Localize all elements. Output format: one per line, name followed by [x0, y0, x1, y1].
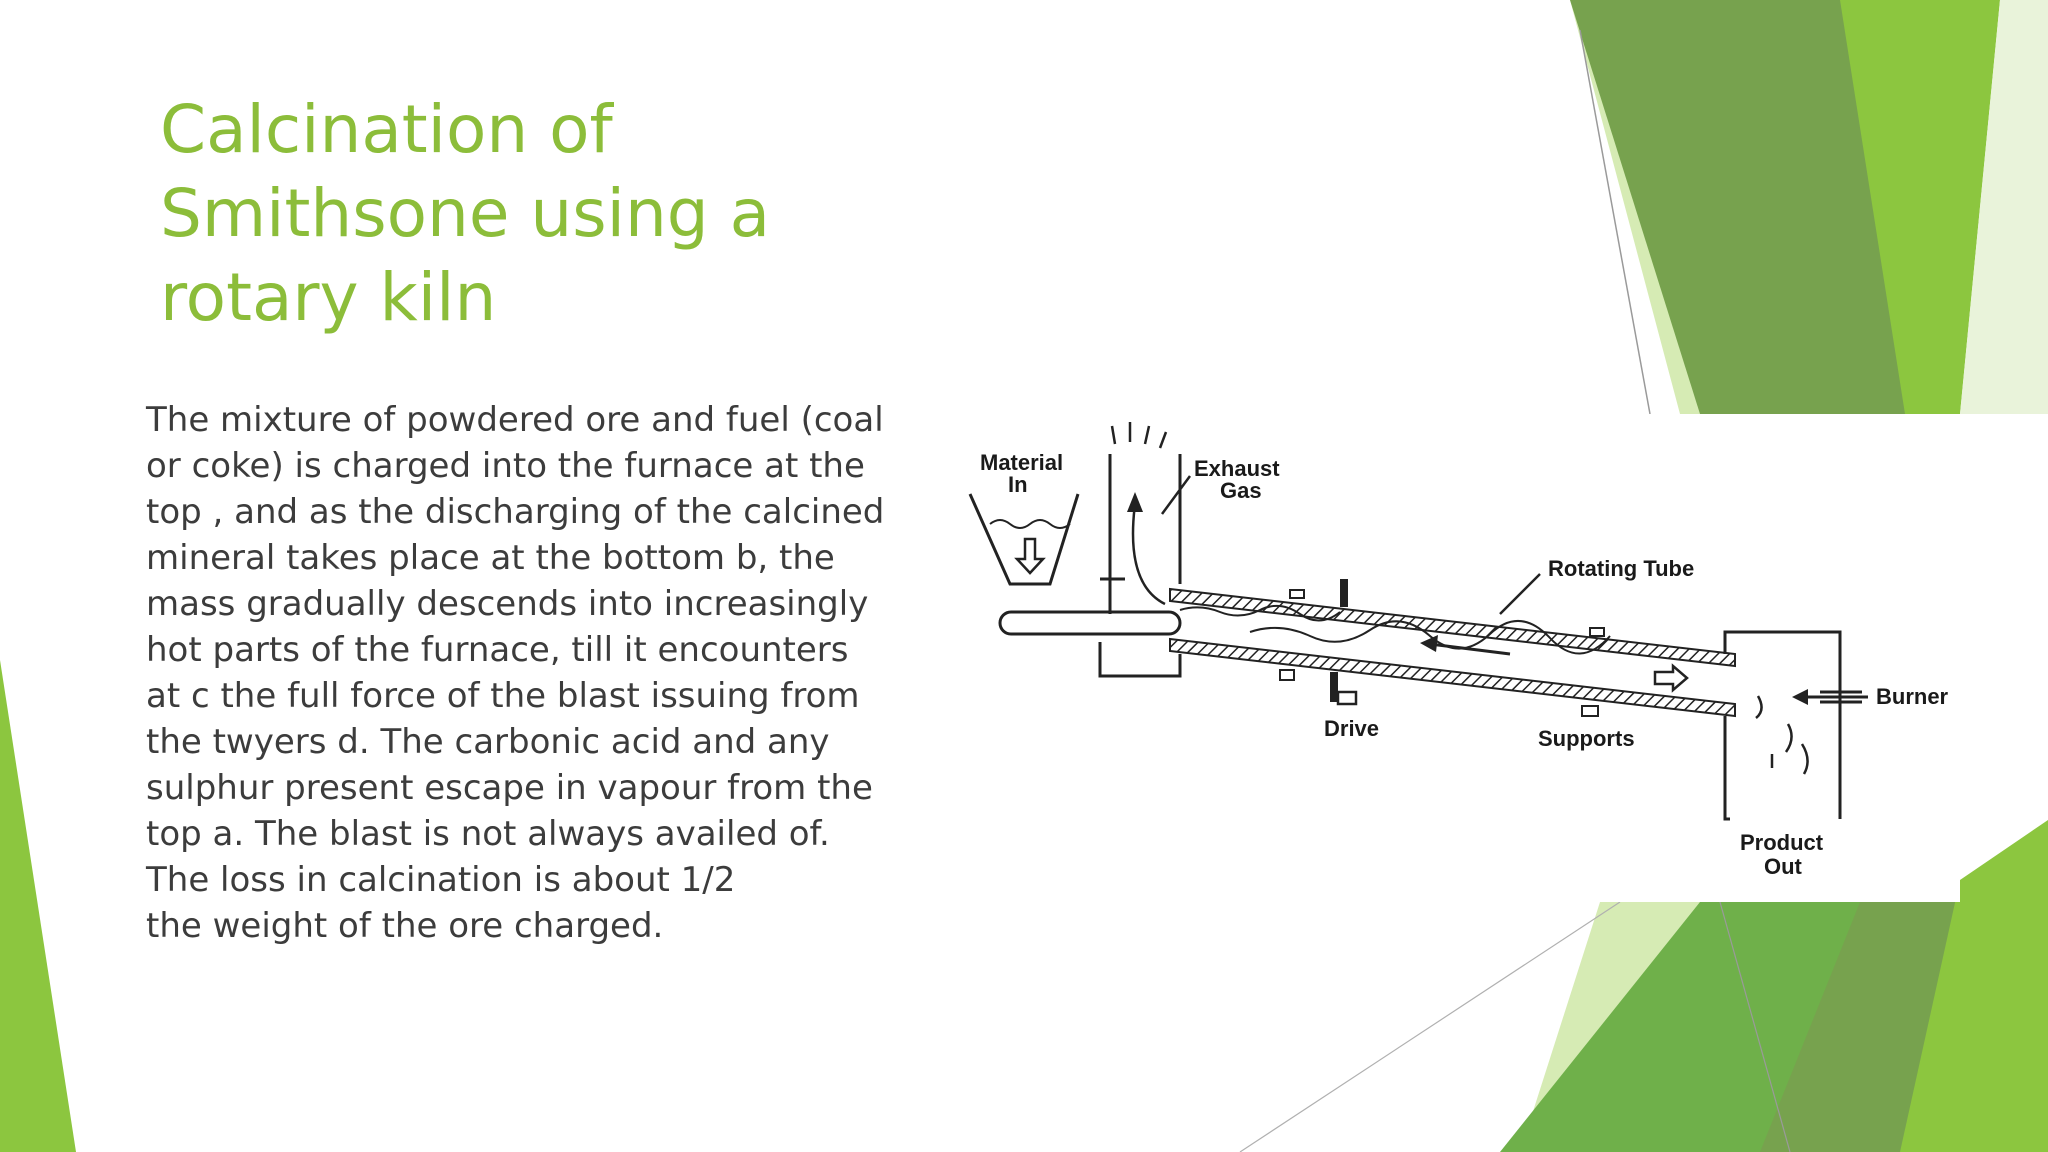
title-line: Smithsone using a	[160, 175, 771, 252]
body-line: hot parts of the furnace, till it encounters	[146, 630, 849, 670]
left-green-triangle	[0, 660, 76, 1152]
label-product-1: Product	[1740, 830, 1824, 855]
body-line: mass gradually descends into increasingly	[146, 584, 869, 624]
body-line: top , and as the discharging of the calcined	[146, 492, 885, 532]
hood-outlet	[1725, 716, 1730, 819]
title-line: Calcination of	[160, 91, 613, 168]
label-exhaust-1: Exhaust	[1194, 456, 1280, 481]
rotating-tube-pointer	[1500, 574, 1540, 614]
kiln-drawing	[950, 414, 1960, 902]
feed-pipe	[1000, 612, 1180, 634]
label-material-1: Material	[980, 450, 1064, 475]
label-material-2: In	[1008, 472, 1028, 497]
product-arrow-icon	[1655, 666, 1687, 690]
body-line: mineral takes place at the bottom b, the	[146, 538, 835, 578]
support-1	[1290, 590, 1304, 598]
exhaust-pointer	[1162, 476, 1190, 514]
label-drive: Drive	[1324, 716, 1380, 741]
support-3	[1590, 628, 1604, 636]
drive-motor	[1338, 692, 1356, 704]
material-in-tube	[1180, 606, 1610, 654]
rotary-kiln-diagram	[950, 414, 1960, 902]
label-burner: Burner	[1876, 684, 1949, 709]
slide-body	[146, 397, 926, 949]
body-line: sulphur present escape in vapour from the	[146, 768, 873, 808]
label-supports: Supports	[1538, 726, 1635, 751]
flow-arrow-shaft	[1430, 644, 1510, 654]
burner-arrow-head	[1792, 689, 1808, 705]
hopper-material	[990, 520, 1070, 528]
body-line: the weight of the ore charged.	[146, 906, 664, 946]
bottom-housing	[1100, 642, 1180, 676]
firing-hood	[1725, 632, 1840, 819]
body-line: The mixture of powdered ore and fuel (coal	[146, 400, 884, 440]
exhaust-wisps	[1112, 422, 1166, 448]
flow-arrow-head	[1420, 635, 1438, 652]
body-line: top a. The blast is not always availed of.	[146, 814, 830, 854]
title-line: rotary kiln	[160, 259, 497, 336]
label-product-2: Out	[1764, 854, 1802, 879]
label-exhaust-2: Gas	[1220, 478, 1262, 503]
support-2	[1280, 670, 1294, 680]
body-line: at c the full force of the blast issuing from	[146, 676, 860, 716]
down-arrow-icon	[1017, 539, 1043, 573]
label-rotating-tube: Rotating Tube	[1548, 556, 1695, 581]
gas-flow-arrow	[1127, 492, 1143, 512]
gas-flow-curve	[1133, 504, 1165, 604]
body-line: The loss in calcination is about 1/2	[146, 860, 736, 900]
body-line: the twyers d. The carbonic acid and any	[146, 722, 830, 762]
support-4	[1582, 706, 1598, 716]
slide-title	[160, 88, 860, 340]
body-line: or coke) is charged into the furnace at the	[146, 446, 865, 486]
product-fall	[1756, 696, 1808, 774]
drive-gear-top	[1340, 579, 1348, 607]
